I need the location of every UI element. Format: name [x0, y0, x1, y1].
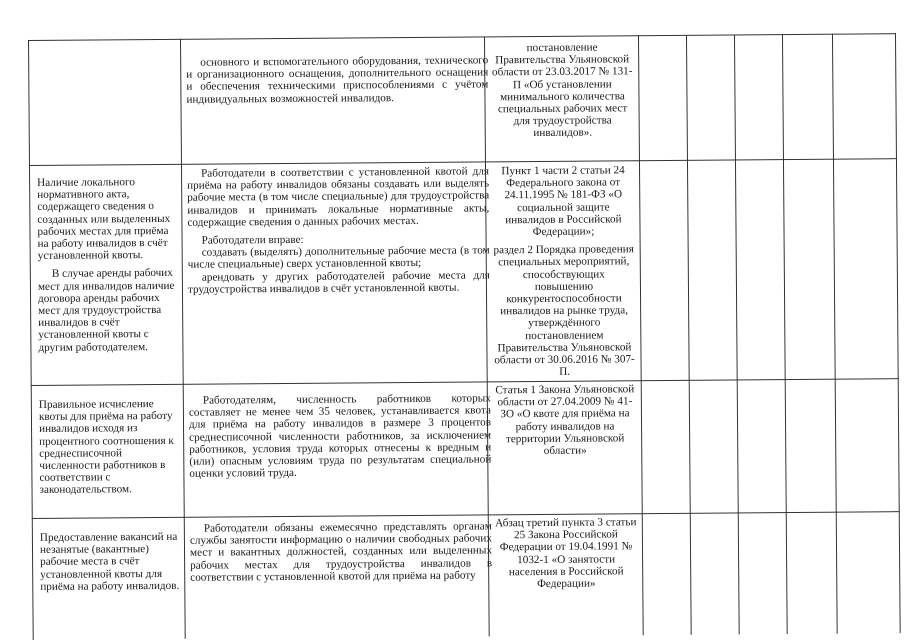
requirement-text: Работодателям, численность работников которых составляет не менее чем 35 человек, устанавливается квота для приёма на работу инвалидов в размере 3 процентов среднесписочной численности работников, за исключением работников, условия труда которых отнесены к вредным и (или) опасным условиям труда по результатам специальной оценки условий труда. — [188, 392, 492, 480]
table-column-rule — [638, 35, 644, 635]
legal-basis-text: постановление Правительства Ульяновской области от 23.03.2017 № 131-П «Об установлении минимального количества специальных рабочих мест для трудоустройства инвалидов». — [491, 41, 633, 140]
legal-basis-text: Пункт 1 части 2 статьи 24 Федерального закона от 24.11.1995 № 181-ФЗ «О социальной защите инвалидов в Российской Федерации»; — [501, 164, 625, 239]
table-row — [190, 520, 493, 634]
legal-basis-text: Статья 1 Закона Ульяновской области от 27.04.2009 № 41-ЗО «О квоте для приёма на работу инвалидов на территории Ульяновской области» — [495, 383, 635, 457]
table-row — [189, 392, 492, 480]
requirement-text: Работодатели вправе: — [201, 233, 304, 247]
table-row — [186, 54, 488, 105]
requirement-text: Работодатели обязаны ежемесячно представлять органам службы занятости информацию о наличии свободных рабочих мест и вакантных должностей, созданных или выделенных рабочих местах для трудоустройства инвалидов в соответствии с установленной квотой для приёма на работу — [189, 520, 493, 584]
table-row — [39, 398, 184, 497]
table-row — [494, 383, 637, 457]
table-row — [492, 164, 636, 379]
criterion-text: Наличие локального нормативного акта, содержащего сведения о созданных или выделенных рабочих местах для приёма на работу инвалидов в счёт установленной квоты. — [37, 176, 171, 263]
requirement-text: арендовать у других работодателей рабочие места для трудоустройства инвалидов в счёт установленной квоты. — [187, 269, 490, 296]
legal-basis-text: раздел 2 Порядка проведения специальных мероприятий, способствующих повышению конкурентоспособности инвалидов на рынке труда, утверждённого постановлением Правительства Ульяновской области от 30.06.2016 № 307-П. — [493, 243, 635, 379]
table-column-rule — [28, 40, 34, 640]
table-column-rule — [686, 35, 692, 635]
table-row — [40, 531, 184, 593]
criterion-text: Правильное исчисление квоты для приёма на работу инвалидов исходя из процентного соотношения к среднесписочной численности работников в соответствии с законодательством. — [38, 398, 174, 497]
table-column-rule — [734, 34, 740, 634]
table-column-rule — [782, 34, 788, 634]
table-column-rule — [832, 34, 838, 634]
legal-basis-text: Абзац третий пункта 3 статьи 25 Закона Российской Федерации от 19.04.1991 № 1032-1 «О занятости населения в Российской Федерации» — [495, 516, 637, 591]
table-row — [491, 41, 634, 140]
table-row — [187, 165, 490, 295]
table-row-divider — [31, 378, 899, 386]
requirement-text: основного и вспомогательного оборудования, технического и организационного оснащения, дополнительного оснащения и обеспечения техническими приспособлениями с учётом индивидуальных возможностей инвалидов. — [186, 54, 489, 106]
criterion-text: В случае аренды рабочих мест для инвалидов наличие договора аренды рабочих мест для трудоустройства инвалидов в счёт установленной квоты с другим работодателем. — [37, 267, 175, 354]
table-row — [37, 176, 182, 354]
table-row — [495, 516, 638, 632]
table-rule-top — [28, 33, 896, 41]
table-row-divider — [32, 511, 900, 519]
requirements-table — [28, 33, 901, 640]
requirement-text: создавать (выделять) дополнительные рабочие места (в том числе специальные) сверх установленной квоты; — [187, 244, 490, 272]
criterion-text: Предоставление вакансий на незанятые (вакантные) рабочие места в счёт установленной квоты для приёма на работу инвалидов. — [39, 530, 180, 593]
requirement-text: Работодатели в соответствии с установленной квотой для приёма на работу инвалидов обязаны создавать или выделять рабочие места (в том числе специальные) для трудоустройства инвалидов и принимать локальные нормативные акты, содержащие сведения о данных рабочих местах. — [187, 165, 490, 229]
table-column-rule — [895, 33, 901, 633]
